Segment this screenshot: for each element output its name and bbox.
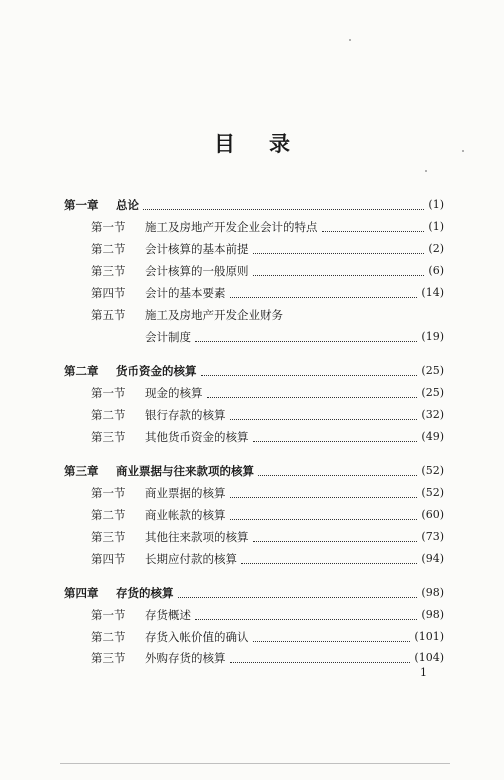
chapter-number: 第一章 xyxy=(64,198,99,212)
leader-dots xyxy=(258,475,417,476)
section-number: 第二节 xyxy=(91,242,126,256)
section-title: 会计核算的一般原则 xyxy=(145,264,249,278)
leader-dots xyxy=(207,397,418,398)
section-title: 商业帐款的核算 xyxy=(145,508,226,522)
toc-chapter-1[interactable] xyxy=(64,197,444,213)
section-number: 第一节 xyxy=(91,220,126,234)
section-title: 银行存款的核算 xyxy=(145,408,226,422)
page-ref: (98) xyxy=(421,586,444,599)
page-ref: (32) xyxy=(421,408,444,421)
section-title: 会计核算的基本前提 xyxy=(145,242,249,256)
leader-dots xyxy=(201,375,418,376)
scan-speck xyxy=(349,39,351,41)
toc-section[interactable] xyxy=(91,263,444,279)
section-title-continued: 会计制度 xyxy=(145,330,191,344)
page-ref: (101) xyxy=(414,630,444,643)
toc-section[interactable] xyxy=(91,529,444,545)
section-number: 第三节 xyxy=(91,264,126,278)
toc-section[interactable] xyxy=(91,607,444,623)
leader-dots xyxy=(230,497,418,498)
toc-section[interactable] xyxy=(91,485,444,501)
chapter-title: 商业票据与往来款项的核算 xyxy=(116,464,254,478)
chapter-title: 货币资金的核算 xyxy=(116,364,197,378)
page-ref: (104) xyxy=(414,651,444,664)
leader-dots xyxy=(253,275,425,276)
section-title: 其他往来款项的核算 xyxy=(145,530,249,544)
page-ref: (73) xyxy=(421,530,444,543)
toc-section[interactable] xyxy=(91,407,444,423)
section-title: 施工及房地产开发企业财务 xyxy=(145,308,283,322)
page-number: 1 xyxy=(420,666,427,679)
page-ref: (94) xyxy=(421,552,444,565)
section-number: 第三节 xyxy=(91,651,126,665)
section-title: 外购存货的核算 xyxy=(145,651,226,665)
section-number: 第四节 xyxy=(91,552,126,566)
leader-dots xyxy=(253,641,411,642)
section-number: 第二节 xyxy=(91,508,126,522)
toc-chapter-3[interactable] xyxy=(64,463,444,479)
leader-dots xyxy=(195,341,417,342)
toc-section[interactable] xyxy=(91,507,444,523)
section-title: 长期应付款的核算 xyxy=(145,552,237,566)
section-number: 第二节 xyxy=(91,408,126,422)
page-ref: (1) xyxy=(428,198,444,211)
leader-dots xyxy=(230,297,418,298)
page-ref: (1) xyxy=(428,220,444,233)
scan-edge-line xyxy=(60,763,450,764)
leader-dots xyxy=(195,619,417,620)
section-title: 存货入帐价值的确认 xyxy=(145,630,249,644)
section-title: 商业票据的核算 xyxy=(145,486,226,500)
leader-dots xyxy=(253,441,418,442)
page-ref: (98) xyxy=(421,608,444,621)
toc-section[interactable] xyxy=(91,551,444,567)
toc-section[interactable] xyxy=(91,629,444,645)
chapter-number: 第四章 xyxy=(64,586,99,600)
section-title: 存货概述 xyxy=(145,608,191,622)
page-ref: (60) xyxy=(421,508,444,521)
leader-dots xyxy=(230,662,411,663)
chapter-title: 存货的核算 xyxy=(116,586,174,600)
title-char-2: 录 xyxy=(269,132,290,156)
leader-dots xyxy=(241,563,417,564)
chapter-number: 第三章 xyxy=(64,464,99,478)
toc-section[interactable] xyxy=(91,650,444,666)
leader-dots xyxy=(178,597,418,598)
scan-speck xyxy=(425,170,427,172)
leader-dots xyxy=(230,519,418,520)
toc-chapter-4[interactable] xyxy=(64,585,444,601)
section-number: 第三节 xyxy=(91,430,126,444)
section-title: 会计的基本要素 xyxy=(145,286,226,300)
page-title xyxy=(0,128,504,158)
title-char-1: 目 xyxy=(214,132,235,156)
page-ref: (19) xyxy=(421,330,444,343)
page-ref: (25) xyxy=(421,386,444,399)
page-ref: (2) xyxy=(428,242,444,255)
toc-section[interactable] xyxy=(91,429,444,445)
page-ref: (49) xyxy=(421,430,444,443)
page-ref: (52) xyxy=(421,464,444,477)
section-title: 现金的核算 xyxy=(145,386,203,400)
leader-dots xyxy=(322,231,425,232)
section-title: 施工及房地产开发企业会计的特点 xyxy=(145,220,318,234)
chapter-number: 第二章 xyxy=(64,364,99,378)
leader-dots xyxy=(253,253,425,254)
chapter-title: 总论 xyxy=(116,198,139,212)
toc-section-continued[interactable] xyxy=(145,329,444,345)
section-number: 第五节 xyxy=(91,308,126,322)
leader-dots xyxy=(230,419,418,420)
section-number: 第四节 xyxy=(91,286,126,300)
page-ref: (6) xyxy=(428,264,444,277)
page-ref: (25) xyxy=(421,364,444,377)
section-number: 第三节 xyxy=(91,530,126,544)
toc-chapter-2[interactable] xyxy=(64,363,444,379)
toc-section[interactable] xyxy=(91,307,444,323)
section-number: 第一节 xyxy=(91,386,126,400)
toc-section[interactable] xyxy=(91,285,444,301)
toc-section[interactable] xyxy=(91,385,444,401)
toc-section[interactable] xyxy=(91,241,444,257)
section-number: 第一节 xyxy=(91,486,126,500)
section-number: 第二节 xyxy=(91,630,126,644)
section-title: 其他货币资金的核算 xyxy=(145,430,249,444)
page-ref: (14) xyxy=(421,286,444,299)
section-number: 第一节 xyxy=(91,608,126,622)
leader-dots xyxy=(143,209,424,210)
toc-section[interactable] xyxy=(91,219,444,235)
page-ref: (52) xyxy=(421,486,444,499)
leader-dots xyxy=(253,541,418,542)
scan-speck xyxy=(462,150,464,152)
